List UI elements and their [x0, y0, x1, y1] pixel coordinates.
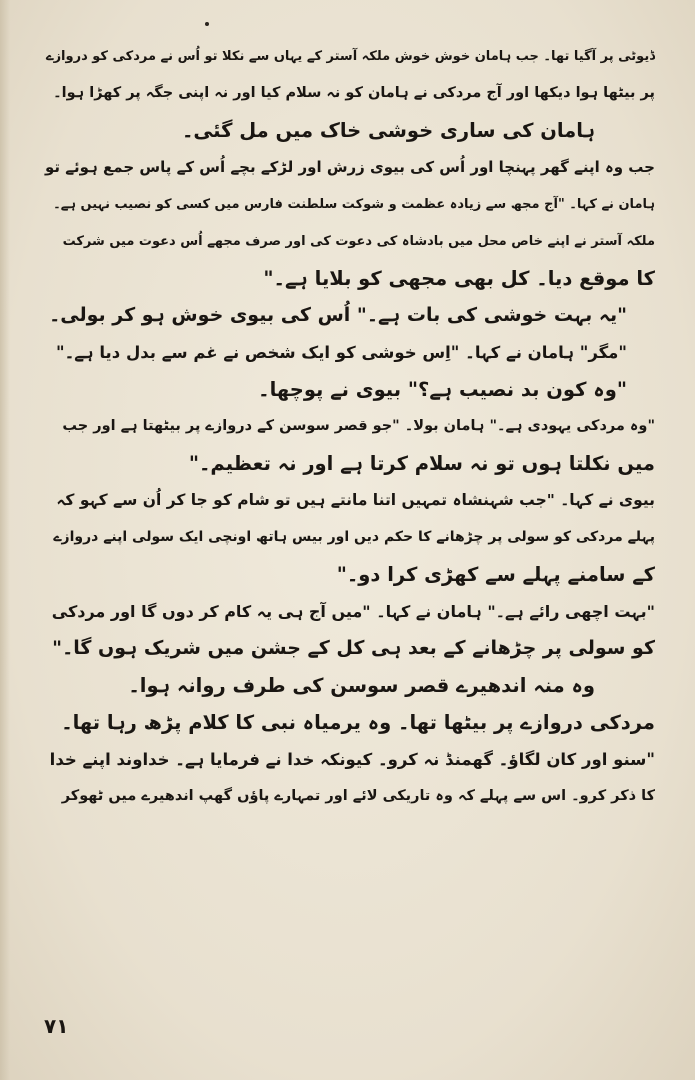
text-line-16: "بہت اچھی رائے ہے۔" ہامان نے کہا۔ "میں آج ہی یہ کام کر دوں گا اور مردکی	[51, 602, 655, 621]
page-edge-shadow	[0, 0, 10, 1080]
text-line-15: کے سامنے پہلے سے کھڑی کرا دو۔"	[336, 563, 655, 586]
text-line-14: پہلے مردکی کو سولی پر چڑھانے کا حکم دیں اور بیس ہاتھ اونچی ایک سولی اپنے دروازے	[53, 529, 655, 545]
text-line-2: پر بیٹھا ہوا دیکھا اور آج مردکی نے ہامان کو نہ سلام کیا اور نہ اپنی جگہ پر کھڑا ہوا۔	[53, 85, 655, 101]
text-line-17: کو سولی پر چڑھانے کے بعد ہی کل کے جشن میں شریک ہوں گا۔"	[52, 637, 655, 659]
text-line-4: جب وہ اپنے گھر پہنچا اور اُس کی بیوی زرش اور لڑکے بچے اُس کے پاس جمع ہوئے تو	[44, 158, 655, 176]
text-line-19: مردکی دروازے پر بیٹھا تھا۔ وہ یرمیاہ نبی کا کلام پڑھ رہا تھا۔	[61, 711, 655, 734]
body-text	[44, 38, 655, 815]
text-line-12: میں نکلتا ہوں تو نہ سلام کرتا ہے اور نہ تعظیم۔"	[188, 452, 655, 475]
text-line-5: ہامان نے کہا۔ "آج مجھ سے زیادہ عظمت و شوکت سلطنت فارس میں کسی کو نصیب نہیں ہے۔	[53, 197, 655, 212]
text-line-20: "سنو اور کان لگاؤ۔ گھمنڈ نہ کرو۔ کیونکہ خدا نے فرمایا ہے۔ خداوند اپنے خدا	[49, 750, 655, 769]
page-number: ۷۱	[44, 1014, 69, 1038]
text-line-18: وہ منہ اندھیرے قصر سوسن کی طرف روانہ ہوا۔	[128, 674, 595, 697]
text-line-11: "وہ مردکی یہودی ہے۔" ہامان بولا۔ "جو قصر سوسن کے دروازے پر بیٹھتا ہے اور جب	[62, 418, 655, 434]
text-line-1: ڈیوٹی پر آگیا تھا۔ جب ہامان خوش خوش ملکہ آستر کے یہاں سے نکلا تو اُس نے مردکی کو دروازے	[45, 49, 655, 64]
text-line-9: "مگر" ہامان نے کہا۔ "اِس خوشی کو ایک شخص نے غم سے بدل دیا ہے۔"	[56, 343, 627, 362]
ink-speck	[205, 22, 209, 26]
text-line-13: بیوی نے کہا۔ "جب شہنشاہ تمہیں اتنا مانتے ہیں تو شام کو جا کر اُن سے کہو کہ	[56, 491, 655, 509]
text-line-10: "وہ کون بد نصیب ہے؟" بیوی نے پوچھا۔	[258, 378, 627, 401]
text-line-3: ہامان کی ساری خوشی خاک میں مل گئی۔	[181, 119, 595, 142]
text-line-21: کا ذکر کرو۔ اس سے پہلے کہ وہ تاریکی لائے اور تمہارے پاؤں گھپ اندھیرے میں ٹھوکر	[61, 788, 655, 804]
text-line-6: ملکہ آستر نے اپنے خاص محل میں بادشاہ کی دعوت کی اور صرف مجھے اُس دعوت میں شرکت	[62, 234, 655, 249]
text-line-8: "یہ بہت خوشی کی بات ہے۔" اُس کی بیوی خوش ہو کر بولی۔	[49, 304, 627, 326]
text-line-7: کا موقع دیا۔ کل بھی مجھی کو بلایا ہے۔"	[263, 267, 655, 290]
